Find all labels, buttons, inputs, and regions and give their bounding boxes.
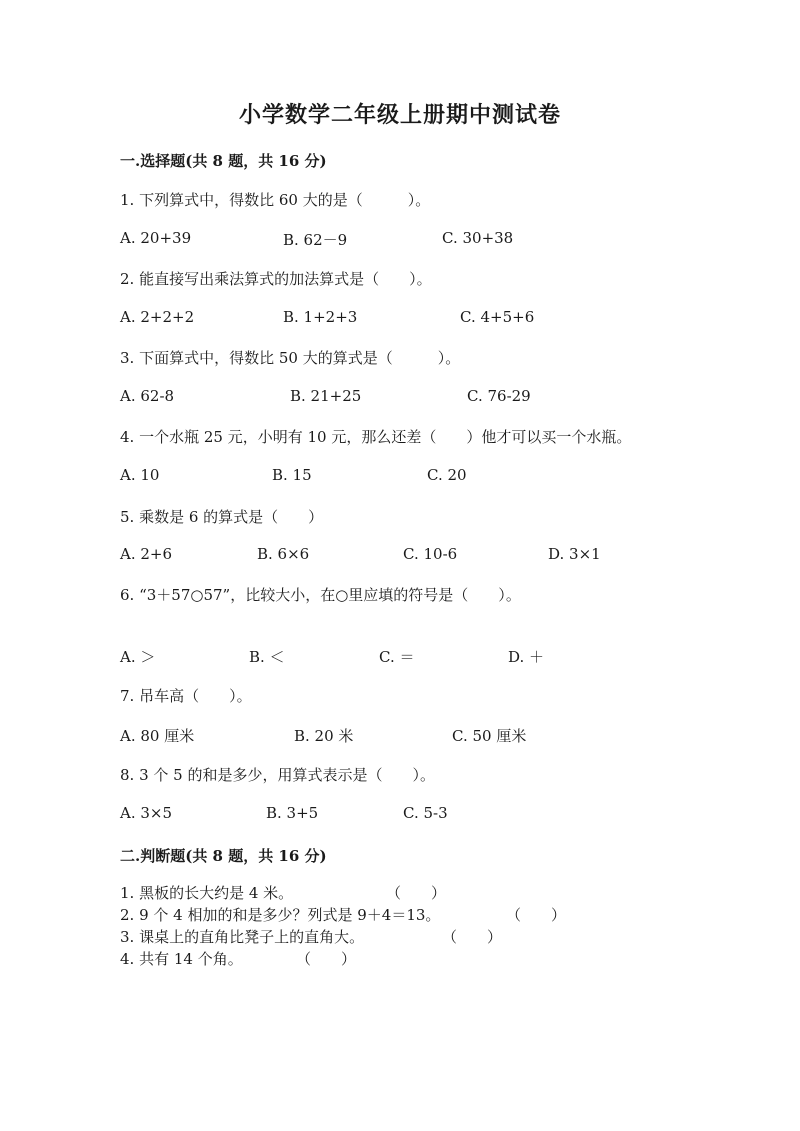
q6-option-b: B. ＜ — [249, 648, 285, 666]
q6-option-a: A. ＞ — [120, 648, 156, 666]
q8-option-a: A. 3×5 — [120, 804, 173, 822]
q2-option-b: B. 1+2+3 — [283, 308, 358, 326]
q7-option-a: A. 80 厘米 — [120, 727, 195, 745]
judge-item-1: 1. 黑板的长大约是 4 米。 — [120, 884, 294, 902]
q3-option-a: A. 62-8 — [120, 387, 175, 405]
q8-option-c: C. 5-3 — [403, 804, 448, 822]
q2-option-a: A. 2+2+2 — [120, 308, 195, 326]
judge-item-2: 2. 9 个 4 相加的和是多少？列式是 9＋4＝13。 — [120, 906, 441, 924]
q7-option-c: C. 50 厘米 — [452, 727, 527, 745]
judge-item-4-answer-paren: （ ） — [296, 950, 357, 968]
question-4: 4. 一个水瓶 25 元，小明有 10 元，那么还差（ ）他才可以买一个水瓶。 — [120, 428, 632, 446]
question-2: 2. 能直接写出乘法算式的加法算式是（ ）。 — [120, 270, 432, 288]
judge-item-3-answer-paren: （ ） — [442, 928, 503, 946]
question-1: 1. 下列算式中，得数比 60 大的是（ ）。 — [120, 191, 431, 209]
q4-option-b: B. 15 — [272, 466, 312, 484]
q5-option-a: A. 2+6 — [120, 545, 173, 563]
judge-item-1-answer-paren: （ ） — [386, 884, 447, 902]
q5-option-c: C. 10-6 — [403, 545, 458, 563]
question-7: 7. 吊车高（ ）。 — [120, 687, 252, 705]
q3-option-b: B. 21+25 — [290, 387, 362, 405]
q6-option-d: D. ＋ — [508, 648, 545, 666]
judge-item-2-answer-paren: （ ） — [506, 906, 567, 924]
question-6: 6. “3＋57○57”，比较大小，在○里应填的符号是（ ）。 — [120, 586, 521, 604]
q1-option-a: A. 20+39 — [120, 229, 192, 247]
page-title: 小学数学二年级上册期中测试卷 — [238, 102, 561, 128]
question-5: 5. 乘数是 6 的算式是（ ） — [120, 508, 324, 526]
q5-option-b: B. 6×6 — [257, 545, 310, 563]
section-heading-choice: 一.选择题(共 8 题，共 16 分) — [120, 152, 327, 170]
q5-option-d: D. 3×1 — [548, 545, 601, 563]
q8-option-b: B. 3+5 — [266, 804, 319, 822]
q3-option-c: C. 76-29 — [467, 387, 531, 405]
section-heading-judge: 二.判断题(共 8 题，共 16 分) — [120, 847, 327, 865]
q1-option-b: B. 62－9 — [283, 231, 348, 249]
q4-option-a: A. 10 — [120, 466, 160, 484]
question-3: 3. 下面算式中，得数比 50 大的算式是（ ）。 — [120, 349, 461, 367]
q1-option-c: C. 30+38 — [442, 229, 514, 247]
q6-option-c: C. ＝ — [379, 648, 415, 666]
q4-option-c: C. 20 — [427, 466, 467, 484]
q7-option-b: B. 20 米 — [294, 727, 354, 745]
judge-item-3: 3. 课桌上的直角比凳子上的直角大。 — [120, 928, 365, 946]
question-8: 8. 3 个 5 的和是多少，用算式表示是（ ）。 — [120, 766, 435, 784]
judge-item-4: 4. 共有 14 个角。 — [120, 950, 243, 968]
q2-option-c: C. 4+5+6 — [460, 308, 535, 326]
